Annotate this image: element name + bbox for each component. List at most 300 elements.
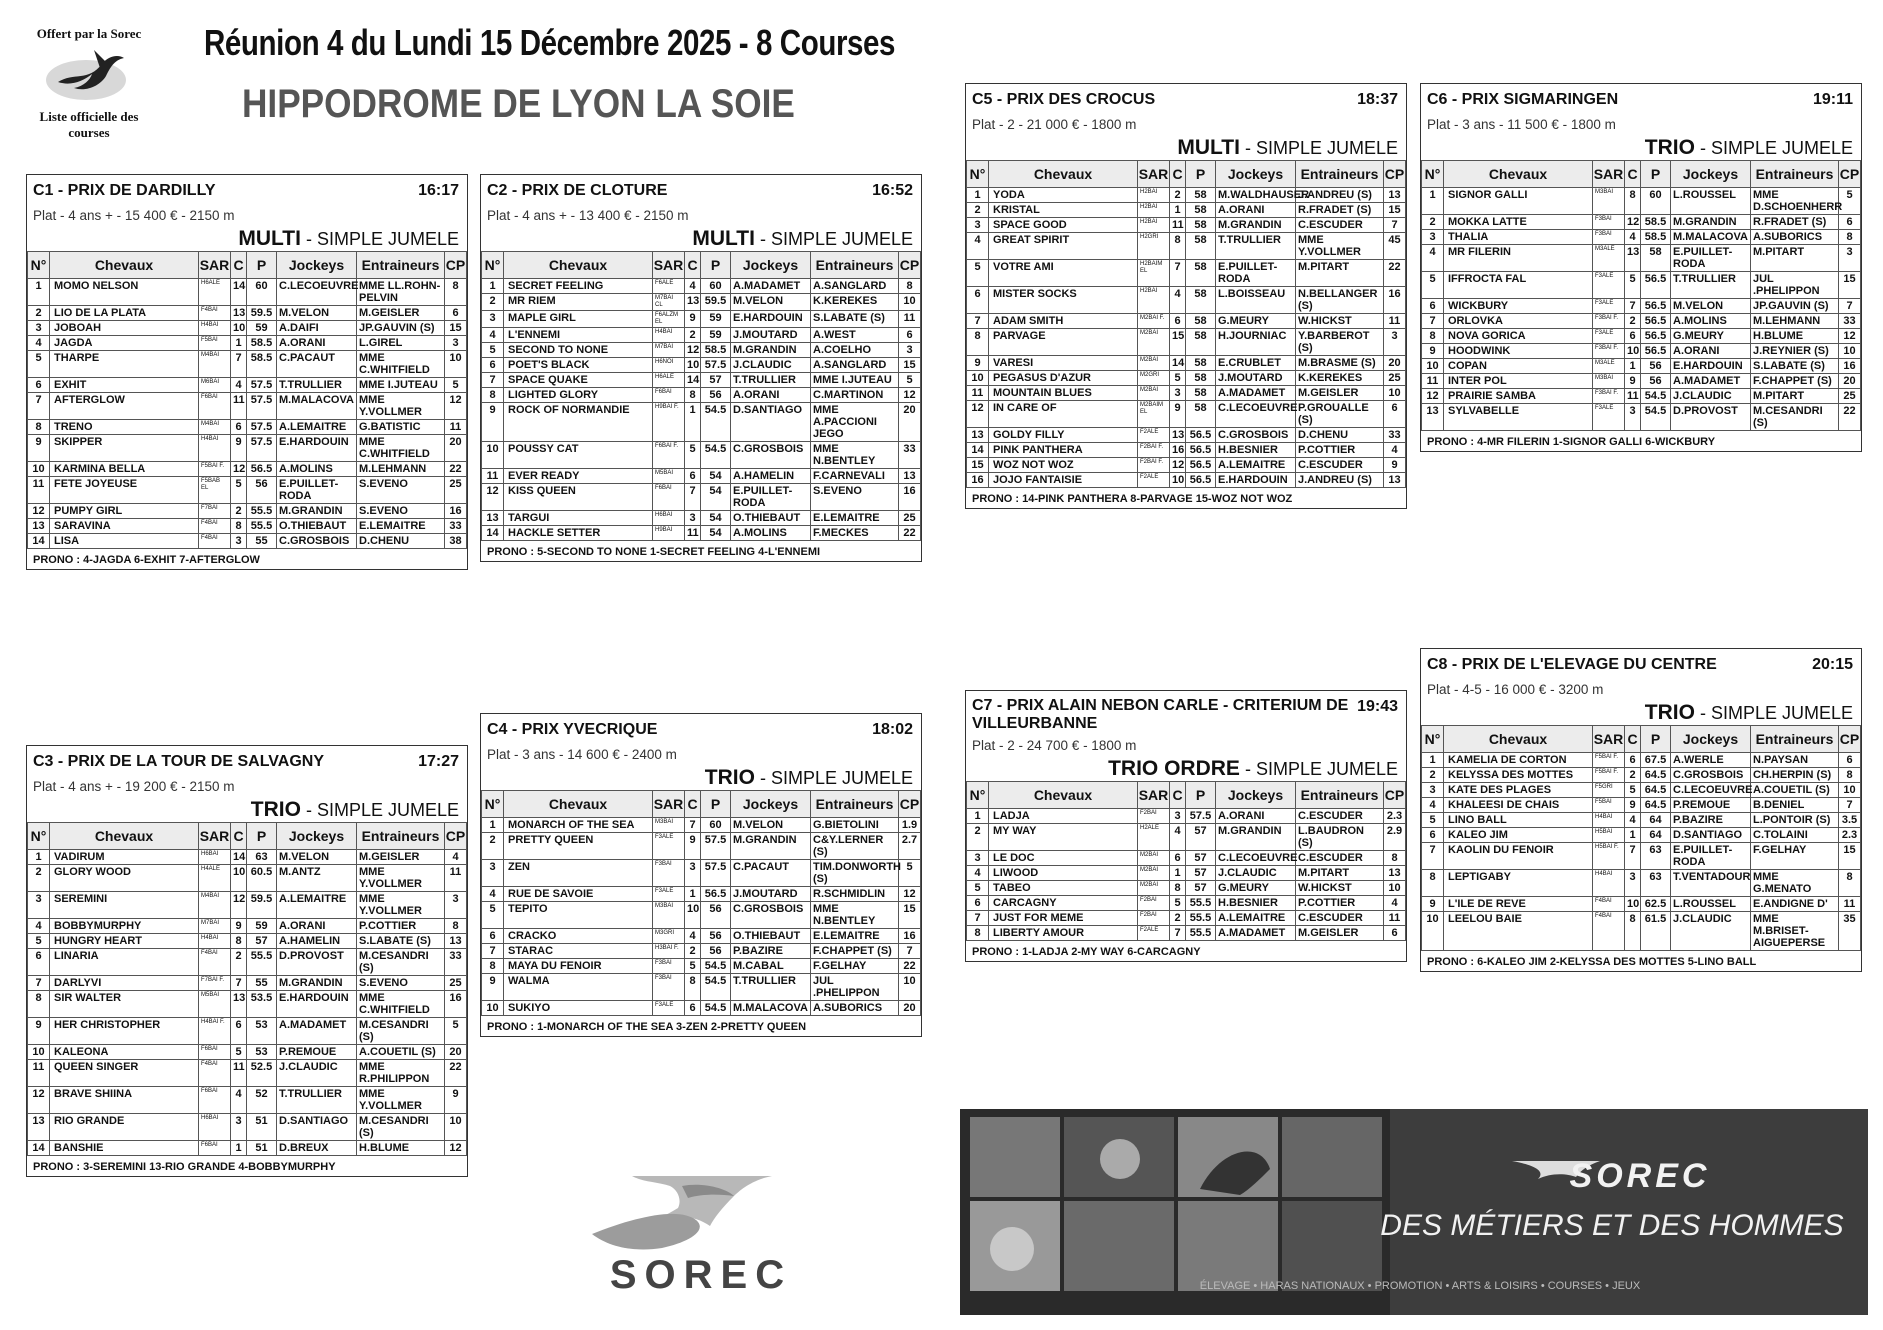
table-row <box>28 934 467 949</box>
cell-sar: F4BAI <box>199 534 231 549</box>
cell-sar: H6BAI <box>199 850 231 865</box>
race-header <box>966 84 1406 114</box>
cell-trainer: E.LEMAITRE <box>811 511 899 526</box>
cell-p: 55 <box>247 534 277 549</box>
cell-horse: EXHIT <box>50 378 199 393</box>
cell-cp: 13 <box>1384 188 1406 203</box>
cell-trainer: MME N.BENTLEY <box>811 902 899 929</box>
cell-sar: F6BAI F. <box>653 442 685 469</box>
table-row <box>1422 912 1861 951</box>
cell-num: 10 <box>1422 912 1444 951</box>
cell-num: 5 <box>482 902 504 929</box>
cell-p: 54 <box>701 526 731 541</box>
cell-p: 58 <box>1186 188 1216 203</box>
cell-num: 4 <box>1422 798 1444 813</box>
cell-sar: H2BAI <box>1138 287 1170 314</box>
column-header-p: P <box>1641 726 1671 753</box>
runners-table <box>27 251 467 549</box>
table-row <box>28 279 467 306</box>
cell-horse: JUST FOR MEME <box>989 911 1138 926</box>
cell-jockey: M.VELON <box>277 306 357 321</box>
cell-sar: M5BAI <box>653 469 685 484</box>
cell-cp: 8 <box>1384 851 1406 866</box>
column-header-horse: Chevaux <box>989 782 1138 809</box>
cell-horse: L'ENNEMI <box>504 328 653 343</box>
cell-c: 4 <box>1625 813 1641 828</box>
column-header-num: N° <box>28 823 50 850</box>
bet-rest: - SIMPLE JUMELE <box>305 229 459 249</box>
table-row <box>1422 783 1861 798</box>
cell-p: 56 <box>1641 374 1671 389</box>
cell-sar: F5BAI <box>1593 798 1625 813</box>
cell-horse: LIGHTED GLORY <box>504 388 653 403</box>
cell-horse: KRISTAL <box>989 203 1138 218</box>
table-row <box>482 959 921 974</box>
cell-sar: F6ALE <box>653 279 685 294</box>
race-conditions: Plat - 3 ans - 11 500 € - 1800 m <box>1427 117 1616 132</box>
cell-trainer: M.CESANDRI (S) <box>1751 404 1839 431</box>
cell-sar: M2BAI <box>1138 866 1170 881</box>
table-row <box>28 1018 467 1045</box>
cell-p: 57 <box>1186 851 1216 866</box>
cell-num: 7 <box>482 944 504 959</box>
race-time: 17:27 <box>418 753 459 770</box>
bet-rest: - SIMPLE JUMELE <box>759 229 913 249</box>
table-row <box>482 929 921 944</box>
cell-cp: 16 <box>1384 287 1406 314</box>
cell-jockey: E.HARDOUIN <box>1671 359 1751 374</box>
cell-num: 12 <box>28 504 50 519</box>
cell-trainer: M.PITART <box>1751 389 1839 404</box>
cell-horse: LADJA <box>989 809 1138 824</box>
table-row <box>967 428 1406 443</box>
cell-p: 61.5 <box>1641 912 1671 951</box>
column-header-cp: CP <box>1839 161 1861 188</box>
cell-p: 56 <box>701 388 731 403</box>
table-row <box>28 850 467 865</box>
cell-jockey: A.MADAMET <box>1216 926 1296 941</box>
cell-jockey: T.TRULLIER <box>277 378 357 393</box>
cell-trainer: F.CHAPPET (S) <box>1751 374 1839 389</box>
cell-p: 54.5 <box>1641 404 1671 431</box>
table-row <box>482 944 921 959</box>
column-header-cp: CP <box>1384 782 1406 809</box>
cell-c: 9 <box>231 919 247 934</box>
cell-p: 60 <box>1641 188 1671 215</box>
cell-cp: 16 <box>445 991 467 1018</box>
cell-sar: F3ALE <box>653 887 685 902</box>
cell-horse: KELYSSA DES MOTTES <box>1444 768 1593 783</box>
cell-jockey: C.GROSBOIS <box>731 442 811 469</box>
race-block-c7 <box>965 690 1407 962</box>
cell-sar: F5BAI <box>199 336 231 351</box>
cell-p: 57.5 <box>247 435 277 462</box>
cell-horse: WOZ NOT WOZ <box>989 458 1138 473</box>
cell-sar: F3ALE <box>1593 299 1625 314</box>
cell-c: 16 <box>1170 443 1186 458</box>
banner-footer: ÉLEVAGE • HARAS NATIONAUX • PROMOTION • ARTS & LOISIRS • COURSES • JEUX <box>1199 1280 1641 1292</box>
cell-c: 8 <box>1625 188 1641 215</box>
table-row <box>1422 215 1861 230</box>
cell-trainer: C.TOLAINI <box>1751 828 1839 843</box>
table-row <box>482 358 921 373</box>
cell-p: 56 <box>1641 359 1671 374</box>
cell-c: 1 <box>1625 359 1641 374</box>
cell-sar: F5BAI F. <box>1593 768 1625 783</box>
cell-jockey: C.GROSBOIS <box>731 902 811 929</box>
cell-horse: GOLDY FILLY <box>989 428 1138 443</box>
table-row <box>28 321 467 336</box>
cell-jockey: M.GRANDIN <box>731 833 811 860</box>
cell-cp: 5 <box>899 373 921 388</box>
cell-cp: 35 <box>1839 912 1861 951</box>
cell-sar: M4BAI <box>199 892 231 919</box>
cell-sar: F5GRI <box>1593 783 1625 798</box>
race-name: C8 - PRIX DE L'ELEVAGE DU CENTRE <box>1427 656 1717 673</box>
column-header-horse: Chevaux <box>1444 726 1593 753</box>
cell-trainer: M.LEHMANN <box>357 462 445 477</box>
cell-trainer: MME C.WHITFIELD <box>357 991 445 1018</box>
cell-p: 56.5 <box>247 462 277 477</box>
column-header-c: C <box>685 252 701 279</box>
cell-p: 56 <box>247 477 277 504</box>
cell-p: 52 <box>247 1087 277 1114</box>
cell-trainer: R.FRADET (S) <box>1296 203 1384 218</box>
cell-c: 8 <box>1170 881 1186 896</box>
cell-horse: ORLOVKA <box>1444 314 1593 329</box>
cell-jockey: E.PUILLET-RODA <box>1216 260 1296 287</box>
bet-rest: - SIMPLE JUMELE <box>1244 759 1398 779</box>
cell-cp: 10 <box>1384 386 1406 401</box>
cell-trainer: MME N.BENTLEY <box>811 442 899 469</box>
cell-cp: 9 <box>445 1087 467 1114</box>
cell-cp: 25 <box>1839 389 1861 404</box>
cell-trainer: J.REYNIER (S) <box>1751 344 1839 359</box>
cell-trainer: F.CHAPPET (S) <box>811 944 899 959</box>
cell-c: 2 <box>1625 314 1641 329</box>
cell-cp: 10 <box>445 1114 467 1141</box>
cell-cp: 2.9 <box>1384 824 1406 851</box>
cell-c: 4 <box>1625 230 1641 245</box>
cell-trainer: H.BLUME <box>1751 329 1839 344</box>
cell-trainer: N.BELLANGER (S) <box>1296 287 1384 314</box>
cell-num: 8 <box>482 388 504 403</box>
cell-p: 64.5 <box>1641 798 1671 813</box>
race-conditions: Plat - 4 ans + - 13 400 € - 2150 m <box>487 208 689 223</box>
race-conditions: Plat - 2 - 21 000 € - 1800 m <box>972 117 1137 132</box>
race-header <box>481 175 921 205</box>
cell-trainer: L.GIREL <box>357 336 445 351</box>
table-row <box>1422 870 1861 897</box>
cell-jockey: A.WERLE <box>1671 753 1751 768</box>
race-conditions: Plat - 2 - 24 700 € - 1800 m <box>972 738 1137 753</box>
cell-horse: MOMO NELSON <box>50 279 199 306</box>
cell-c: 13 <box>1625 245 1641 272</box>
table-header-row <box>967 161 1406 188</box>
cell-cp: 3 <box>445 892 467 919</box>
cell-jockey: E.HARDOUIN <box>277 991 357 1018</box>
cell-num: 14 <box>28 534 50 549</box>
cell-c: 6 <box>1625 753 1641 768</box>
column-header-jockey: Jockeys <box>277 252 357 279</box>
race-name: C4 - PRIX YVECRIQUE <box>487 721 658 738</box>
cell-c: 3 <box>231 1114 247 1141</box>
cell-sar: H2GRI <box>1138 233 1170 260</box>
cell-trainer: TIM.DONWORTH (S) <box>811 860 899 887</box>
cell-num: 1 <box>1422 753 1444 768</box>
race-name: C1 - PRIX DE DARDILLY <box>33 182 216 199</box>
cell-cp: 10 <box>899 974 921 1001</box>
cell-num: 8 <box>1422 870 1444 897</box>
race-conditions: Plat - 4 ans + - 15 400 € - 2150 m <box>33 208 235 223</box>
cell-horse: POET'S BLACK <box>504 358 653 373</box>
cell-p: 64 <box>1641 813 1671 828</box>
cell-cp: 2.3 <box>1839 828 1861 843</box>
cell-cp: 25 <box>445 976 467 991</box>
cell-jockey: E.CRUBLET <box>1216 356 1296 371</box>
bet-types <box>1421 701 1861 725</box>
table-row <box>967 824 1406 851</box>
cell-sar: M3BAI <box>1593 374 1625 389</box>
cell-p: 56.5 <box>1641 272 1671 299</box>
cell-trainer: M.LEHMANN <box>1751 314 1839 329</box>
cell-num: 7 <box>967 314 989 329</box>
cell-cp: 22 <box>899 526 921 541</box>
cell-trainer: D.CHENU <box>1296 428 1384 443</box>
cell-num: 2 <box>1422 768 1444 783</box>
table-row <box>482 833 921 860</box>
cell-sar: H4BAI <box>199 934 231 949</box>
offered-by-label: Offert par la Sorec <box>36 26 142 41</box>
bet-main: MULTI <box>692 227 755 250</box>
cell-c: 4 <box>231 378 247 393</box>
cell-horse: THARPE <box>50 351 199 378</box>
race-name: C6 - PRIX SIGMARINGEN <box>1427 91 1619 108</box>
cell-jockey: A.ORANI <box>277 919 357 934</box>
cell-c: 14 <box>231 279 247 306</box>
cell-c: 3 <box>231 534 247 549</box>
cell-p: 60 <box>247 279 277 306</box>
cell-c: 7 <box>685 484 701 511</box>
cell-c: 4 <box>685 279 701 294</box>
cell-trainer: N.PAYSAN <box>1751 753 1839 768</box>
cell-p: 63 <box>1641 870 1671 897</box>
cell-sar: F3BAI <box>1593 215 1625 230</box>
cell-trainer: MME LL.ROHN-PELVIN <box>357 279 445 306</box>
cell-horse: SARAVINA <box>50 519 199 534</box>
cell-num: 7 <box>1422 843 1444 870</box>
cell-num: 11 <box>482 469 504 484</box>
cell-horse: KATE DES PLAGES <box>1444 783 1593 798</box>
cell-c: 2 <box>1625 768 1641 783</box>
cell-horse: IFFROCTA FAL <box>1444 272 1593 299</box>
cell-sar: H4BAI <box>653 328 685 343</box>
cell-cp: 16 <box>1839 359 1861 374</box>
table-row <box>967 443 1406 458</box>
cell-trainer: W.HICKST <box>1296 881 1384 896</box>
cell-sar: F2ALE <box>1138 428 1170 443</box>
table-row <box>28 336 467 351</box>
cell-num: 10 <box>967 371 989 386</box>
cell-horse: NOVA GORICA <box>1444 329 1593 344</box>
cell-num: 3 <box>28 892 50 919</box>
cell-c: 12 <box>231 462 247 477</box>
cell-p: 59.5 <box>701 294 731 311</box>
sorec-official-logo <box>26 26 152 152</box>
column-header-c: C <box>231 252 247 279</box>
cell-c: 8 <box>685 388 701 403</box>
cell-sar: F6BAI <box>199 1141 231 1156</box>
cell-trainer: R.FRADET (S) <box>1751 215 1839 230</box>
cell-jockey: M.GRANDIN <box>277 504 357 519</box>
cell-horse: MR FILERIN <box>1444 245 1593 272</box>
bet-main: TRIO <box>250 798 301 821</box>
cell-horse: INTER POL <box>1444 374 1593 389</box>
table-row <box>1422 314 1861 329</box>
cell-num: 13 <box>482 511 504 526</box>
cell-p: 55.5 <box>1186 926 1216 941</box>
cell-num: 2 <box>28 306 50 321</box>
table-row <box>1422 374 1861 389</box>
cell-p: 57 <box>247 934 277 949</box>
cell-sar: H4BAI F. <box>199 1018 231 1045</box>
cell-p: 58 <box>1186 386 1216 401</box>
cell-cp: 33 <box>445 519 467 534</box>
cell-num: 5 <box>28 351 50 378</box>
race-time: 18:37 <box>1357 91 1398 108</box>
cell-cp: 7 <box>1839 299 1861 314</box>
cell-c: 4 <box>1170 287 1186 314</box>
cell-p: 53 <box>247 1018 277 1045</box>
cell-horse: BANSHIE <box>50 1141 199 1156</box>
cell-p: 55 <box>247 976 277 991</box>
cell-p: 55.5 <box>247 949 277 976</box>
bet-rest: - SIMPLE JUMELE <box>759 768 913 788</box>
cell-sar: M6BAI <box>199 378 231 393</box>
cell-c: 6 <box>231 1018 247 1045</box>
cell-cp: 4 <box>1384 896 1406 911</box>
cell-c: 7 <box>1170 260 1186 287</box>
cell-num: 2 <box>482 833 504 860</box>
cell-sar: H4BAI <box>199 435 231 462</box>
cell-num: 6 <box>1422 299 1444 314</box>
cell-p: 59 <box>701 311 731 328</box>
cell-horse: ADAM SMITH <box>989 314 1138 329</box>
cell-jockey: G.MEURY <box>1671 329 1751 344</box>
cell-trainer: P.COTTIER <box>1296 896 1384 911</box>
cell-cp: 6 <box>899 328 921 343</box>
table-row <box>482 279 921 294</box>
cell-sar: F4BAI <box>1593 897 1625 912</box>
table-row <box>967 314 1406 329</box>
cell-sar: F3BAI <box>653 959 685 974</box>
cell-c: 3 <box>1625 870 1641 897</box>
cell-horse: LIBERTY AMOUR <box>989 926 1138 941</box>
cell-sar: M2BAI <box>1138 329 1170 356</box>
cell-trainer: M.CESANDRI (S) <box>357 949 445 976</box>
cell-num: 13 <box>28 519 50 534</box>
cell-p: 60 <box>701 818 731 833</box>
prono: PRONO : 6-KALEO JIM 2-KELYSSA DES MOTTES 5-LINO BALL <box>1427 956 1757 968</box>
cell-trainer: M.CESANDRI (S) <box>357 1018 445 1045</box>
cell-trainer: P.COTTIER <box>1296 443 1384 458</box>
column-header-cp: CP <box>899 791 921 818</box>
cell-p: 56 <box>701 902 731 929</box>
cell-horse: LEELOU BAIE <box>1444 912 1593 951</box>
cell-num: 2 <box>967 824 989 851</box>
table-row <box>28 519 467 534</box>
cell-horse: JOBOAH <box>50 321 199 336</box>
cell-c: 9 <box>1170 401 1186 428</box>
cell-c: 6 <box>1170 851 1186 866</box>
cell-jockey: E.HARDOUIN <box>277 435 357 462</box>
cell-num: 1 <box>1422 188 1444 215</box>
bet-rest: - SIMPLE JUMELE <box>1699 703 1853 723</box>
cell-sar: F4BAI <box>199 1060 231 1087</box>
cell-cp: 12 <box>899 388 921 403</box>
cell-num: 6 <box>967 896 989 911</box>
cell-sar: M3GRI <box>653 929 685 944</box>
table-row <box>28 1114 467 1141</box>
cell-sar: M2BAIM EL <box>1138 401 1170 428</box>
cell-sar: M2BAI F. <box>1138 314 1170 329</box>
cell-c: 12 <box>1625 215 1641 230</box>
cell-trainer: S.LABATE (S) <box>811 311 899 328</box>
cell-p: 57 <box>1186 866 1216 881</box>
cell-num: 5 <box>28 934 50 949</box>
table-row <box>482 469 921 484</box>
cell-num: 11 <box>967 386 989 401</box>
cell-sar: M3ALE <box>1593 359 1625 374</box>
cell-cp: 9 <box>1384 458 1406 473</box>
cell-trainer: MME I.JUTEAU <box>357 378 445 393</box>
cell-num: 3 <box>967 218 989 233</box>
cell-jockey: C.LECOEUVRE <box>277 279 357 306</box>
cell-horse: SPACE QUAKE <box>504 373 653 388</box>
cell-jockey: J.MOUTARD <box>731 328 811 343</box>
cell-c: 10 <box>1625 344 1641 359</box>
table-row <box>967 896 1406 911</box>
bet-types <box>481 766 921 790</box>
cell-horse: L'ILE DE REVE <box>1444 897 1593 912</box>
cell-horse: SIR WALTER <box>50 991 199 1018</box>
cell-sar: F3BAI <box>653 974 685 1001</box>
cell-horse: JAGDA <box>50 336 199 351</box>
table-row <box>1422 329 1861 344</box>
cell-p: 56.5 <box>701 887 731 902</box>
cell-horse: SPACE GOOD <box>989 218 1138 233</box>
race-conditions: Plat - 4-5 - 16 000 € - 3200 m <box>1427 682 1604 697</box>
table-row <box>28 477 467 504</box>
cell-sar: H9BAI <box>653 526 685 541</box>
cell-jockey: C.LECOEUVRE <box>1216 401 1296 428</box>
cell-jockey: H.JOURNIAC <box>1216 329 1296 356</box>
column-header-cp: CP <box>1839 726 1861 753</box>
cell-p: 57.5 <box>701 860 731 887</box>
table-row <box>1422 404 1861 431</box>
cell-sar: F2BAI <box>1138 911 1170 926</box>
race-name: C2 - PRIX DE CLOTURE <box>487 182 668 199</box>
race-time: 19:43 <box>1357 698 1398 715</box>
race-block-c3 <box>26 745 468 1177</box>
cell-jockey: E.PUILLET-RODA <box>1671 843 1751 870</box>
table-row <box>1422 188 1861 215</box>
cell-jockey: E.PUILLET-RODA <box>277 477 357 504</box>
cell-sar: M2BAI <box>1138 881 1170 896</box>
table-row <box>482 388 921 403</box>
cell-horse: DARLYVI <box>50 976 199 991</box>
cell-num: 4 <box>28 336 50 351</box>
